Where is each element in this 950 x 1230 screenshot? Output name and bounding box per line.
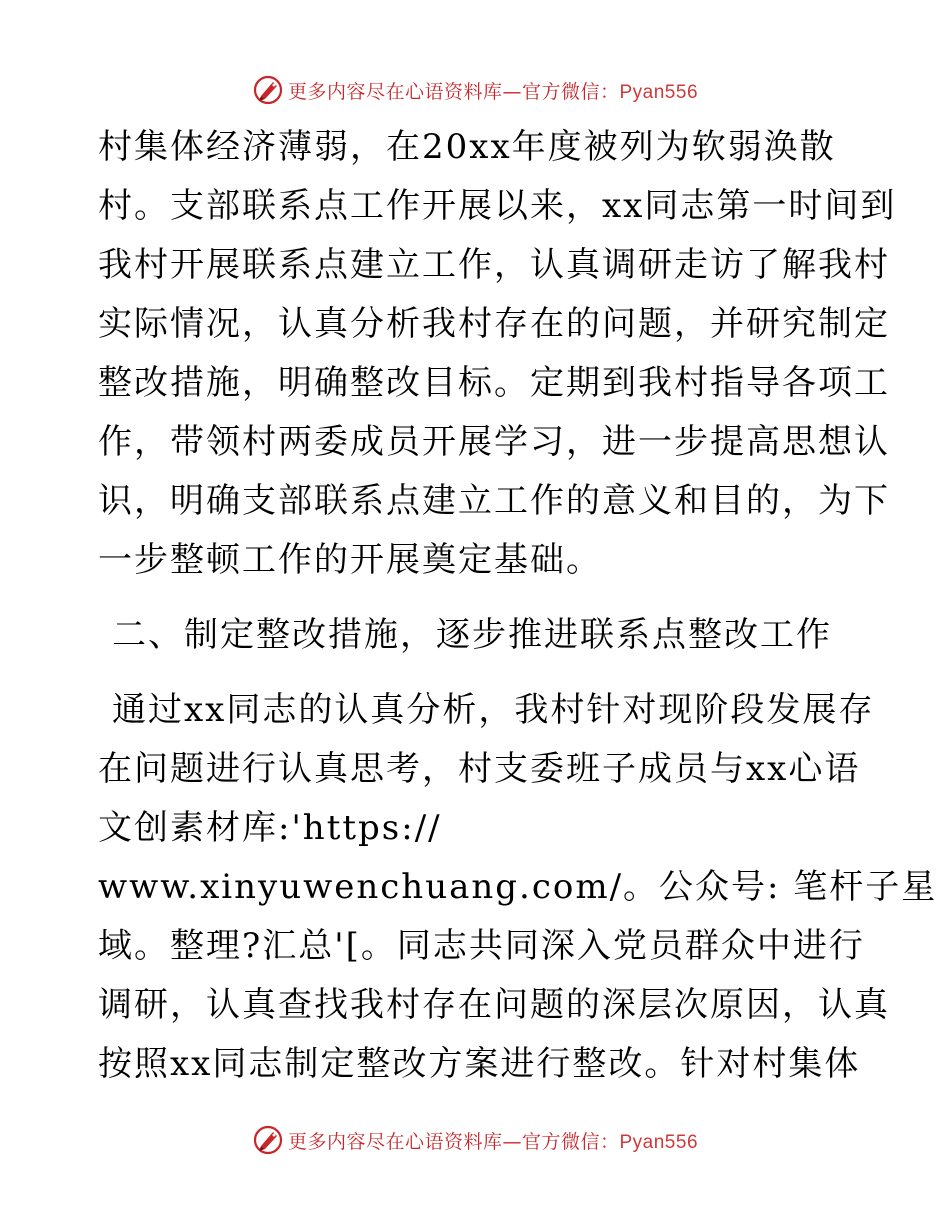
footer-wechat-id: Pyan556	[619, 1131, 699, 1153]
body-line: 实际情况，认真分析我村存在的问题，并研究制定	[98, 304, 890, 344]
header-watermark-slogan: 更多内容尽在心语资料库	[287, 80, 503, 103]
footer-watermark	[0, 1120, 950, 1160]
body-line: 一步整顿工作的开展奠定基础。	[98, 540, 602, 580]
body-line: 我村开展联系点建立工作，认真调研走访了解我村	[98, 245, 890, 285]
body-line: 村。支部联系点工作开展以来，xx同志第一时间到	[98, 186, 897, 226]
body-line: 村集体经济薄弱，在20xx年度被列为软弱涣散	[98, 127, 836, 167]
body-line: 作，带领村两委成员开展学习，进一步提高思想认	[98, 422, 890, 462]
body-line: 在问题进行认真思考，村支委班子成员与xx心语	[98, 749, 861, 789]
pen-logo-icon	[252, 74, 284, 106]
pen-logo-icon	[252, 1124, 284, 1156]
footer-watermark-slogan: 更多内容尽在心语资料库	[287, 1130, 503, 1153]
body-line: 调研，认真查找我村存在问题的深层次原因，认真	[98, 985, 890, 1025]
header-watermark-text	[288, 77, 698, 104]
header-watermark	[0, 70, 950, 110]
header-wechat-label: 官方微信：	[521, 80, 620, 103]
footer-watermark-dash: —	[502, 1130, 522, 1153]
body-line: 通过xx同志的认真分析，我村针对现阶段发展存	[112, 690, 875, 730]
body-line: 按照xx同志制定整改方案进行整改。针对村集体	[98, 1044, 861, 1084]
body-line: 整改措施，明确整改目标。定期到我村指导各项工	[98, 363, 890, 403]
footer-watermark-text	[288, 1127, 698, 1154]
body-line: 域。整理?汇总'[。同志共同深入党员群众中进行	[98, 926, 865, 966]
body-line: 识，明确支部联系点建立工作的意义和目的，为下	[98, 481, 890, 521]
document-body	[98, 118, 938, 1094]
header-watermark-dash: —	[502, 80, 522, 103]
section-heading: 二、制定整改措施，逐步推进联系点整改工作	[112, 615, 832, 655]
body-line: www.xinyuwenchuang.com/。公众号: 笔杆子星	[98, 867, 938, 907]
footer-wechat-label: 官方微信：	[521, 1130, 620, 1153]
header-wechat-id: Pyan556	[619, 81, 699, 103]
body-line: 文创素材库:'https://	[98, 808, 442, 848]
